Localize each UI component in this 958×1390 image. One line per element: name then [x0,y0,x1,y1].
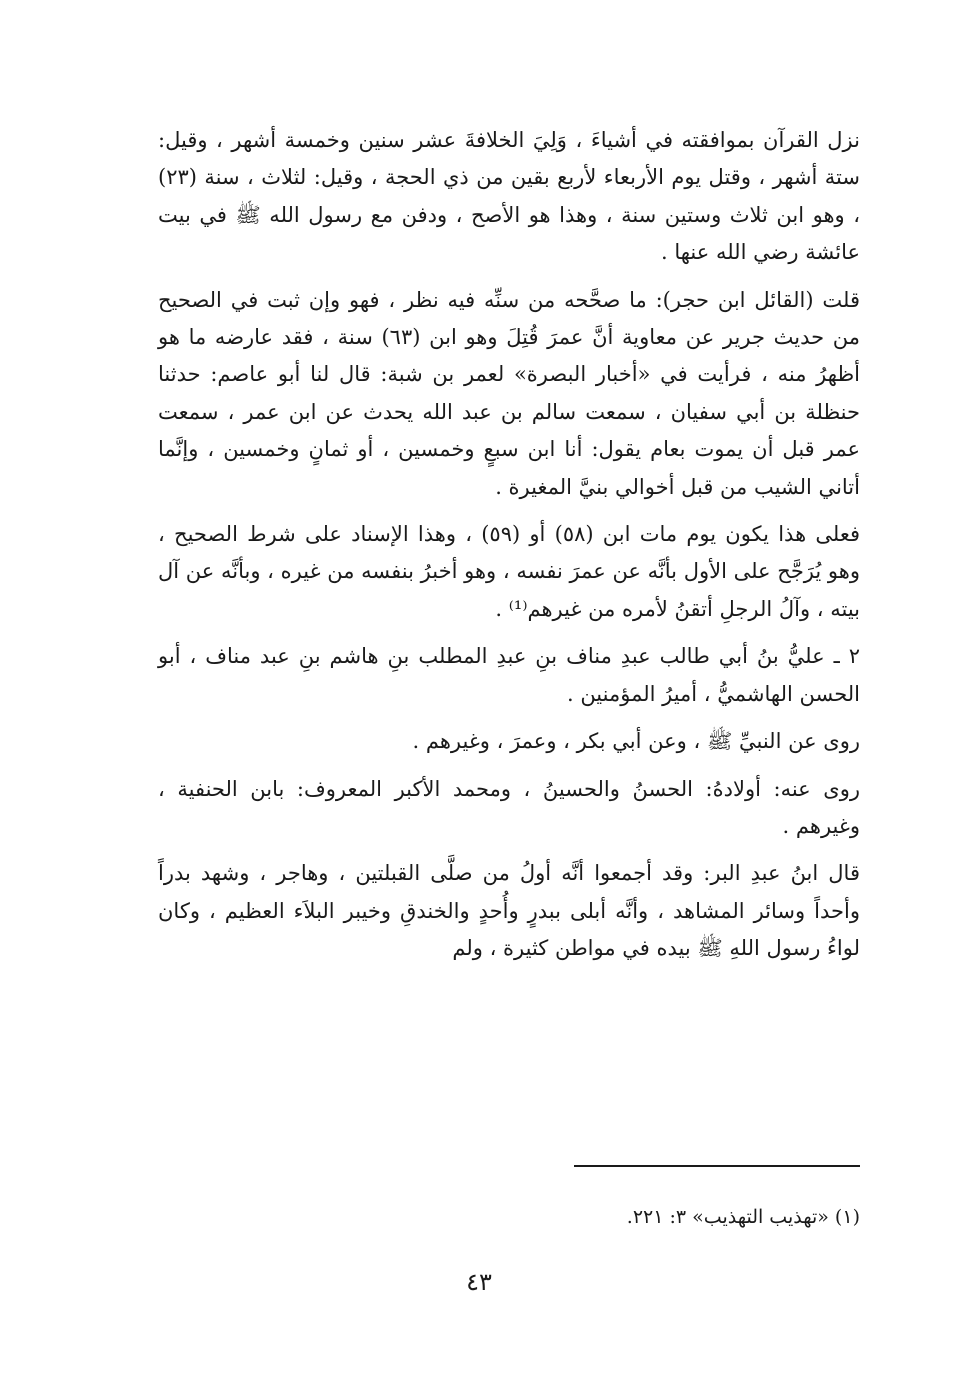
paragraph-ali-entry-heading: ٢ ـ عليُّ بنُ أبي طالب عبدِ مناف بنِ عبدِ المطلب بنِ هاشم بنِ عبد مناف ، أبو الحسن الهاشميُّ ، أميرُ المؤمنين . [158,644,860,706]
paragraph-isnad-conclusion: فعلى هذا يكون يوم مات ابن (٥٨) أو (٥٩) ، وهذا الإسناد على شرط الصحيح ، وهو يُرَجَّح على الأول بأنَّه عن عمرَ نفسه ، وهو أخبرُ بنفسه من غيره ، وبأنَّه عن آل بيته ، وآلُ الرجلِ أتقنُ لأمره من غيرهم⁽¹⁾ . [158,522,860,621]
paragraph-narrated-from: روى عن النبيِّ ﷺ ، وعن أبي بكر ، وعمرَ ، وغيرهم . [412,729,860,754]
footnote-separator [574,1165,860,1167]
footnote: (١) «تهذيب التهذيب» ٣: ٢٢١. [626,1206,860,1228]
main-text [158,122,860,978]
paragraph-ibn-abd-al-barr: قال ابنُ عبدِ البر: وقد أجمعوا أنَّه أولُ من صلَّى القبلتين ، وهاجر ، وشهد بدراً وأحداً وسائر المشاهد ، وأنَّه أبلى ببدرٍ وأُحدٍ والخندقِ وخيبر البلاَء العظيم ، وكان لواءُ رسول اللهِ ﷺ بيده في مواطن كثيرة ، ولم [158,861,860,961]
page-number: ٤٣ [466,1268,492,1296]
paragraph-ibn-hajar-comment: قلت (القائل ابن حجر): ما صحَّحه من سنِّه فيه نظر ، فهو وإن ثبت في الصحيح من حديث جرير عن معاوية أنَّ عمرَ قُتِلَ وهو ابن (٦٣) سنة ، فقد عارضه ما هو أظهرُ منه ، فرأيت في «أخبار البصرة» لعمر بن شبة: قال لنا أبو عاصم: حدثنا حنظلة بن أبي سفيان ، سمعت سالم بن عبد الله يحدث عن ابن عمر ، سمعت عمر قبل أن يموت بعام يقول: أنا ابن سبعٍ وخمسين ، أو ثمانٍ وخمسين ، وإنَّما أتاني الشيب من قبل أخوالي بنيَّ المغيرة . [158,287,860,499]
paragraph-umar-death: نزل القرآن بموافقته في أشياءَ ، وَلِيَ الخلافةَ عشر سنين وخمسة أشهر ، وقيل: ستة أشهر ، وقتل يوم الأربعاء لأربع بقين من ذي الحجة ، وقيل: لثلاث ، سنة (٢٣) ، وهو ابن ثلاث وستين سنة ، وهذا هو الأصح ، ودفن مع رسول الله ﷺ في بيت عائشة رضي الله عنها . [158,128,860,265]
paragraph-narrated-by: روى عنه: أولادهُ: الحسنُ والحسينُ ، ومحمد الأكبر المعروف: بابن الحنفية ، وغيرهم . [158,776,860,838]
